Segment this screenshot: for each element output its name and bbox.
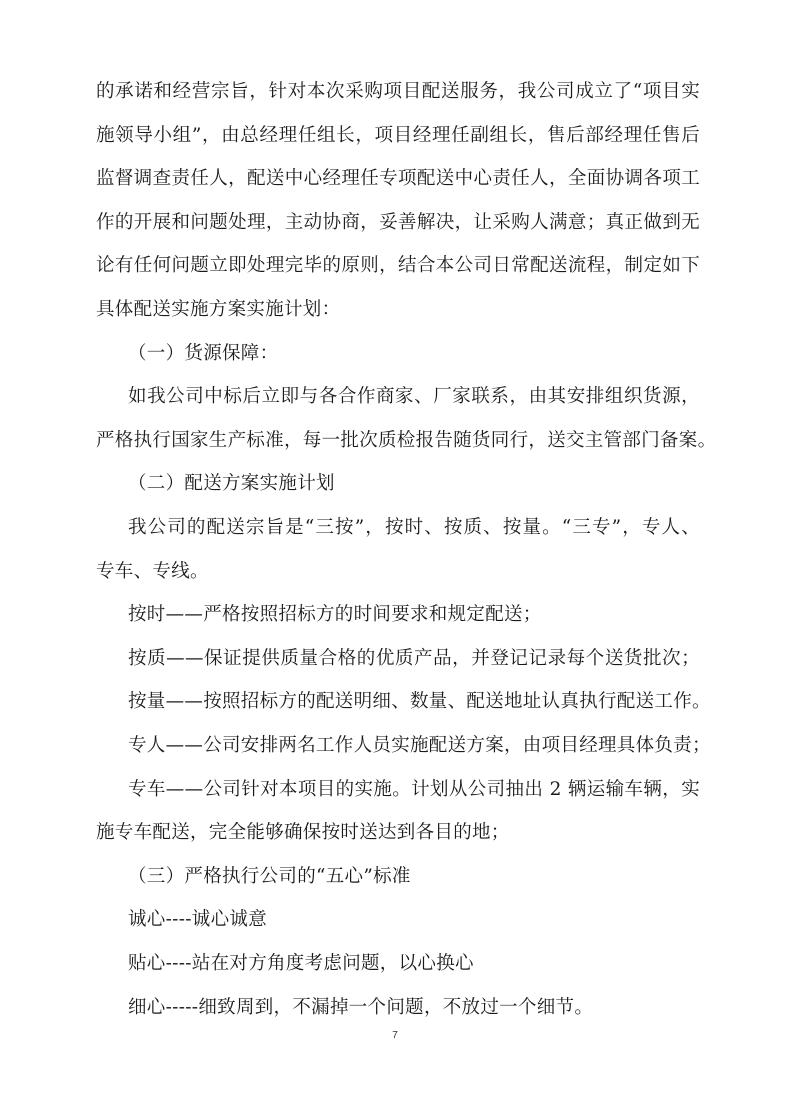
- body-text-line: 严格执行国家生产标准，每一批次质检报告随货同行，送交主管部门备案。: [96, 429, 717, 451]
- body-text-line: 专车、专线。: [96, 560, 209, 582]
- body-text-line: 论有任何问题立即处理完毕的原则，结合本公司日常配送流程，制定如下: [96, 255, 700, 277]
- section-heading-3: （三）严格执行公司的“五心”标准: [128, 865, 411, 887]
- list-item-considerate: 贴心----站在对方角度考虑问题，以心换心: [128, 953, 474, 974]
- body-text-line: 具体配送实施方案实施计划：: [96, 299, 341, 320]
- list-item-on-quality: 按质——保证提供质量合格的优质产品，并登记记录每个送货批次；: [128, 647, 700, 669]
- list-item-dedicated-vehicle: 专车——公司针对本项目的实施。计划从公司抽出 2 辆运输车辆，实: [128, 778, 700, 800]
- list-item-dedicated-staff: 专人——公司安排两名工作人员实施配送方案，由项目经理具体负责；: [128, 735, 711, 756]
- list-item-sincerity: 诚心----诚心诚意: [128, 909, 268, 931]
- body-text-line: 施领导小组”，由总经理任组长，项目经理任副组长，售后部经理任售后: [96, 124, 700, 146]
- body-text-line: 我公司的配送宗旨是“三按”，按时、按质、按量。“三专”，专人、: [128, 517, 700, 538]
- page-number: 7: [392, 1030, 398, 1041]
- body-text-line: 施专车配送，完全能够确保按时送达到各目的地；: [96, 822, 510, 844]
- body-text-line: 如我公司中标后立即与各合作商家、厂家联系，由其安排组织货源，: [128, 386, 700, 408]
- section-heading-2: （二）配送方案实施计划: [128, 473, 335, 495]
- list-item-careful: 细心-----细致周到，不漏掉一个问题，不放过一个细节。: [128, 996, 594, 1018]
- body-text-line: 监督调查责任人，配送中心经理任专项配送中心责任人，全面协调各项工: [96, 168, 700, 190]
- section-heading-1: （一）货源保障：: [128, 342, 279, 364]
- list-item-on-quantity: 按量——按照招标方的配送明细、数量、配送地址认真执行配送工作。: [128, 691, 711, 713]
- list-item-on-time: 按时——严格按照招标方的时间要求和规定配送；: [128, 604, 542, 626]
- body-text-line: 作的开展和问题处理，主动协商，妥善解决，让采购人满意；真正做到无: [96, 211, 700, 233]
- body-text-line: 的承诺和经营宗旨，针对本次采购项目配送服务，我公司成立了“项目实: [96, 81, 700, 102]
